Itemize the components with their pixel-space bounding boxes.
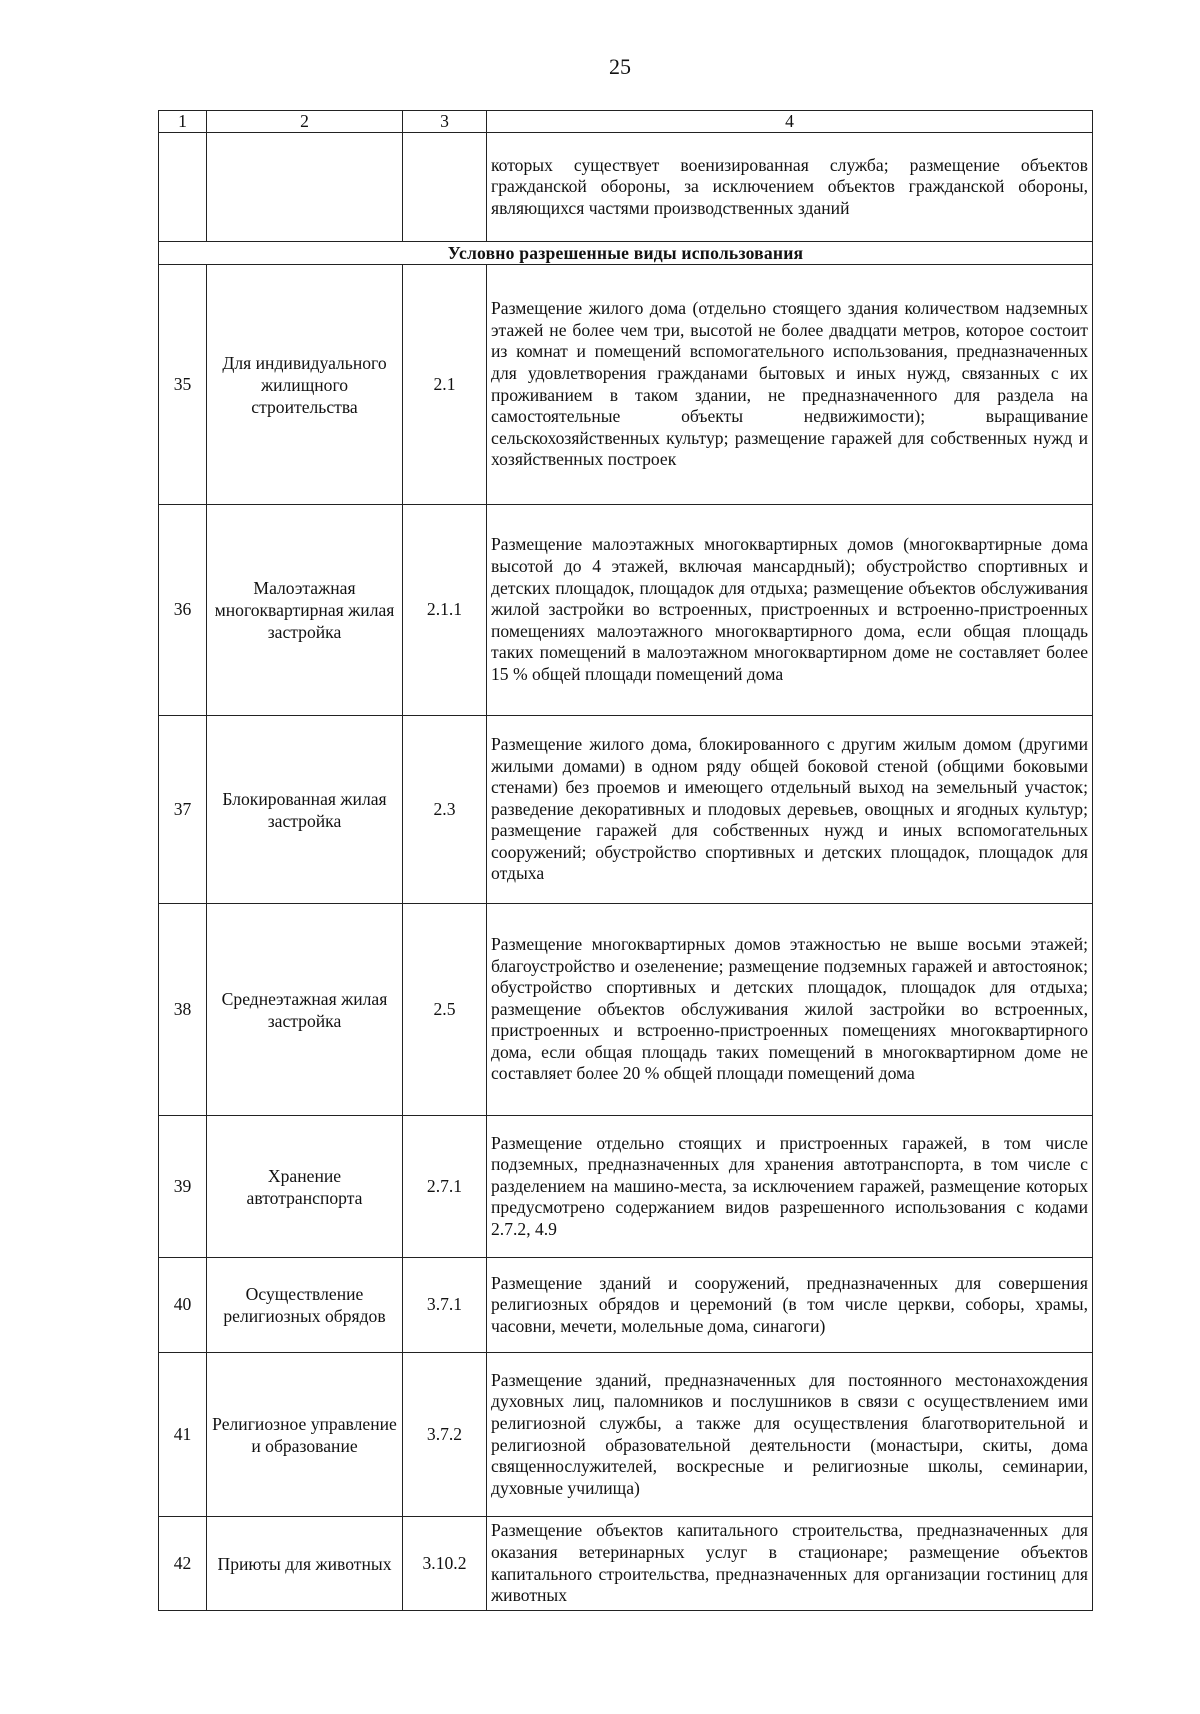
row-number: 40	[159, 1258, 207, 1353]
table-row	[159, 904, 1093, 1116]
row-number: 41	[159, 1353, 207, 1517]
table-row	[159, 716, 1093, 904]
row-use-name: Малоэтажная многоквартирная жилая застройка	[207, 505, 403, 716]
row-description: Размещение объектов капитального строительства, предназначенных для оказания ветеринарных услуг в стационаре; размещение объектов капитального строительства, предназначенных для организации гостиниц для животных	[487, 1517, 1093, 1611]
row-description: Размещение жилого дома (отдельно стоящего здания количеством надземных этажей не более чем три, высотой не более двадцати метров, которое состоит из комнат и помещений вспомогательного использования, предназначенных для удовлетворения гражданами бытовых и иных нужд, связанных с их проживанием в таком здании, не предназначенного для раздела на самостоятельные объекты недвижимости); выращивание сельскохозяйственных культур; размещение гаражей для собственных нужд и хозяйственных построек	[487, 265, 1093, 505]
row-use-name: Хранение автотранспорта	[207, 1116, 403, 1258]
row-code: 2.3	[403, 716, 487, 904]
row-number: 38	[159, 904, 207, 1116]
row-use-name: Религиозное управление и образование	[207, 1353, 403, 1517]
row-number: 35	[159, 265, 207, 505]
table-row	[159, 1517, 1093, 1611]
row-use-name: Блокированная жилая застройка	[207, 716, 403, 904]
row-number: 37	[159, 716, 207, 904]
row-number: 42	[159, 1517, 207, 1611]
land-use-table	[158, 110, 1093, 1611]
continuation-row	[159, 133, 1093, 242]
row-code: 3.7.1	[403, 1258, 487, 1353]
row-use-name: Для индивидуального жилищного строительства	[207, 265, 403, 505]
section-row	[159, 242, 1093, 265]
row-code: 3.10.2	[403, 1517, 487, 1611]
row-use-name: Осуществление религиозных обрядов	[207, 1258, 403, 1353]
row-code: 2.7.1	[403, 1116, 487, 1258]
section-title: Условно разрешенные виды использования	[159, 242, 1093, 265]
row-description: Размещение малоэтажных многоквартирных домов (многоквартирные дома высотой до 4 этажей, включая мансардный); обустройство спортивных и детских площадок, площадок для отдыха; размещение объектов обслуживания жилой застройки во встроенных, пристроенных и встроенно-пристроенных помещениях малоэтажного многоквартирного дома, если общая площадь таких помещений в малоэтажном многоквартирном доме не составляет более 15 % общей площади помещений дома	[487, 505, 1093, 716]
row-code	[403, 133, 487, 242]
row-description: Размещение отдельно стоящих и пристроенных гаражей, в том числе подземных, предназначенных для хранения автотранспорта, в том числе с разделением на машино-места, за исключением гаражей, размещение которых предусмотрено содержанием видов разрешенного использования с кодами 2.7.2, 4.9	[487, 1116, 1093, 1258]
row-description: Размещение многоквартирных домов этажностью не выше восьми этажей; благоустройство и озеленение; размещение подземных гаражей и автостоянок; обустройство спортивных и детских площадок, площадок для отдыха; размещение объектов обслуживания жилой застройки во встроенных, пристроенных и встроенно-пристроенных помещениях многоквартирного дома, если общая площадь таких помещений в многоквартирном доме не составляет более 20 % общей площади помещений дома	[487, 904, 1093, 1116]
table-row	[159, 505, 1093, 716]
table-header-row	[159, 111, 1093, 133]
table-row	[159, 265, 1093, 505]
row-code: 2.1	[403, 265, 487, 505]
table-row	[159, 1116, 1093, 1258]
column-header-3: 3	[403, 111, 487, 133]
row-description: которых существует военизированная служба; размещение объектов гражданской обороны, за исключением объектов гражданской обороны, являющихся частями производственных зданий	[487, 133, 1093, 242]
row-description: Размещение зданий, предназначенных для постоянного местонахождения духовных лиц, паломников и послушников в связи с осуществлением ими религиозной службы, а также для осуществления благотворительной и религиозной образовательной деятельности (монастыри, скиты, дома священнослужителей, воскресные и религиозные школы, семинарии, духовные училища)	[487, 1353, 1093, 1517]
column-header-4: 4	[487, 111, 1093, 133]
table-row	[159, 1353, 1093, 1517]
column-header-2: 2	[207, 111, 403, 133]
row-number: 36	[159, 505, 207, 716]
row-use-name: Среднеэтажная жилая застройка	[207, 904, 403, 1116]
column-header-1: 1	[159, 111, 207, 133]
row-use-name	[207, 133, 403, 242]
row-number: 39	[159, 1116, 207, 1258]
row-use-name: Приюты для животных	[207, 1517, 403, 1611]
row-code: 3.7.2	[403, 1353, 487, 1517]
row-description: Размещение зданий и сооружений, предназначенных для совершения религиозных обрядов и церемоний (в том числе церкви, соборы, храмы, часовни, мечети, молельные дома, синагоги)	[487, 1258, 1093, 1353]
row-code: 2.1.1	[403, 505, 487, 716]
row-description: Размещение жилого дома, блокированного с другим жилым домом (другими жилыми домами) в одном ряду общей боковой стеной (общими боковыми стенами) без проемов и имеющего отдельный выход на земельный участок; разведение декоративных и плодовых деревьев, овощных и ягодных культур; размещение гаражей для собственных нужд и иных вспомогательных сооружений; обустройство спортивных и детских площадок, площадок для отдыха	[487, 716, 1093, 904]
row-number	[159, 133, 207, 242]
page-number: 25	[609, 54, 631, 79]
row-code: 2.5	[403, 904, 487, 1116]
table-row	[159, 1258, 1093, 1353]
